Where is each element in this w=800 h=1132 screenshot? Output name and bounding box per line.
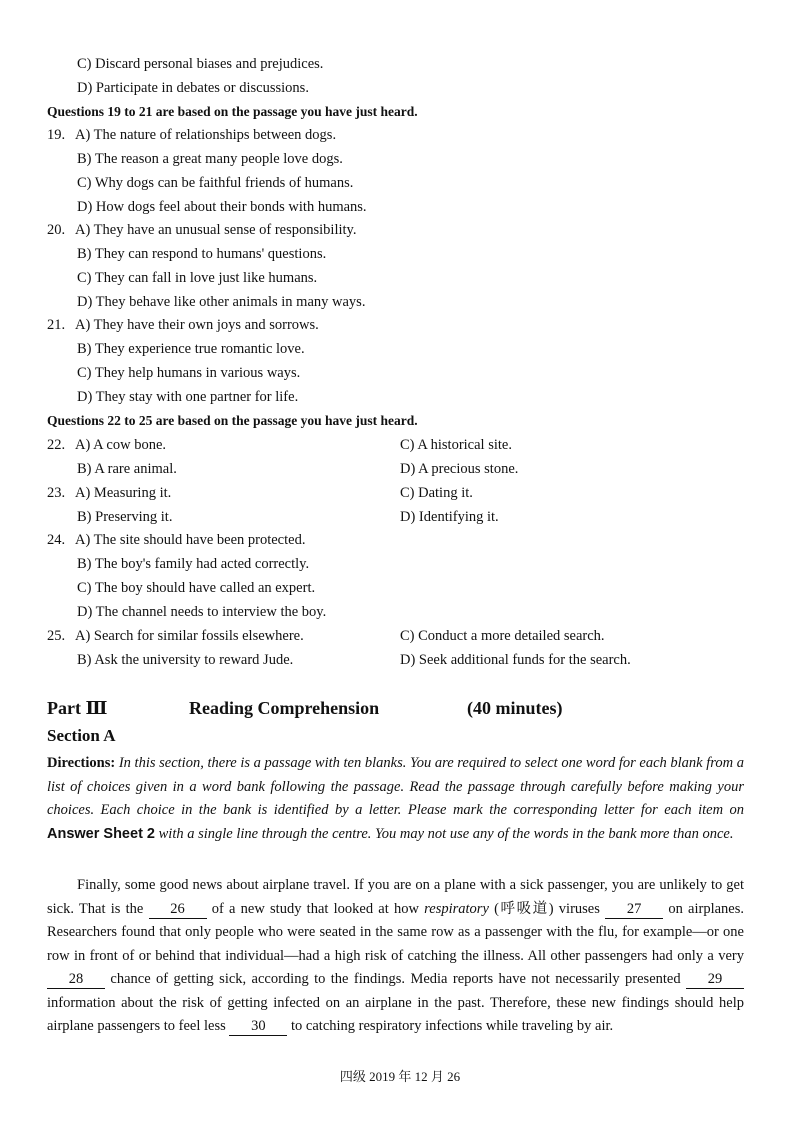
question-20 bbox=[47, 220, 356, 240]
answer-sheet-label: Answer Sheet 2 bbox=[47, 825, 155, 842]
question-number: 21. bbox=[47, 317, 66, 333]
passage-text: to catching respiratory infections while traveling by air. bbox=[287, 1018, 614, 1034]
passage-text: information about the risk of getting infected on an airplane in the past. Therefore, these new findings should help airplane passengers to feel less bbox=[47, 994, 744, 1034]
question-20-option-b: B) They can respond to humans' questions. bbox=[77, 246, 327, 262]
questions-22-25-header: Questions 22 to 25 are based on the passage you have just heard. bbox=[47, 413, 418, 428]
option-a: A) The nature of relationships between dogs. bbox=[75, 127, 337, 143]
directions-paragraph bbox=[47, 752, 744, 846]
part-time: (40 minutes) bbox=[467, 698, 563, 718]
passage-text: of a new study that looked at how bbox=[206, 900, 425, 917]
question-24 bbox=[47, 530, 305, 550]
blank-28: 28 bbox=[47, 970, 105, 989]
directions-label: Directions: bbox=[47, 755, 116, 771]
question-25-option-c: C) Conduct a more detailed search. bbox=[400, 628, 605, 644]
question-22-option-b: B) A rare animal. bbox=[77, 461, 177, 477]
passage-paragraph bbox=[47, 874, 744, 1039]
question-20-option-d: D) They behave like other animals in many ways. bbox=[77, 294, 366, 310]
question-number: 23. bbox=[47, 485, 66, 501]
option-a: A) Measuring it. bbox=[75, 485, 172, 501]
passage-text: Finally, some good news about airplane travel. If you are on a plane with a sick passenger, you are unlikely to get sick. That is the bbox=[47, 877, 744, 917]
question-19 bbox=[47, 125, 336, 145]
question-24-option-c: C) The boy should have called an expert. bbox=[77, 580, 316, 596]
part-title: Reading Comprehension bbox=[189, 698, 380, 718]
option-a: A) They have their own joys and sorrows. bbox=[75, 317, 319, 333]
question-number: 22. bbox=[47, 437, 66, 453]
page-footer: 四级 2019 年 12 月 26 bbox=[339, 1069, 461, 1084]
passage-text: (呼吸道) viruses bbox=[488, 900, 606, 917]
directions-text-1: In this section, there is a passage with ten blanks. You are required to select one word for each blank from a list of choices given in a word bank following the passage. Read the passage through carefully before making your choices. Each choice in the bank is identified by a letter. Please mark the corresponding letter for each item on bbox=[47, 755, 744, 818]
question-21 bbox=[47, 315, 319, 335]
question-23-option-d: D) Identifying it. bbox=[400, 509, 499, 525]
option-a: A) The site should have been protected. bbox=[75, 532, 306, 548]
question-number: 24. bbox=[47, 532, 66, 548]
question-19-option-d: D) How dogs feel about their bonds with humans. bbox=[77, 199, 367, 215]
question-24-option-d: D) The channel needs to interview the boy. bbox=[77, 604, 327, 620]
question-22 bbox=[47, 435, 166, 455]
question-19-option-c: C) Why dogs can be faithful friends of humans. bbox=[77, 175, 354, 191]
blank-27: 27 bbox=[605, 900, 663, 919]
question-25 bbox=[47, 626, 304, 646]
question-number: 20. bbox=[47, 222, 66, 238]
passage-italic-word: respiratory bbox=[424, 900, 489, 917]
prev-option-c: C) Discard personal biases and prejudices. bbox=[77, 56, 324, 72]
question-22-option-c: C) A historical site. bbox=[400, 437, 512, 453]
option-a: A) Search for similar fossils elsewhere. bbox=[75, 628, 304, 644]
question-20-option-c: C) They can fall in love just like humans. bbox=[77, 270, 318, 286]
directions-text-2: with a single line through the centre. You may not use any of the words in the bank more than once. bbox=[155, 825, 734, 842]
part-label: Part Ⅲ bbox=[47, 698, 108, 718]
blank-29: 29 bbox=[686, 970, 744, 989]
blank-26: 26 bbox=[149, 900, 207, 919]
passage-text: on airplanes. Researchers found that only people who were seated in the same row as a passenger with the flu, for example—or one row in front of or behind that individual—had a high risk of catching the illness. All other passengers had only a very bbox=[47, 900, 744, 964]
question-21-option-b: B) They experience true romantic love. bbox=[77, 341, 305, 357]
question-23-option-b: B) Preserving it. bbox=[77, 509, 173, 525]
question-number: 19. bbox=[47, 127, 66, 143]
question-23-option-c: C) Dating it. bbox=[400, 485, 473, 501]
option-a: A) A cow bone. bbox=[75, 437, 167, 453]
option-a: A) They have an unusual sense of responsibility. bbox=[75, 222, 357, 238]
question-25-option-d: D) Seek additional funds for the search. bbox=[400, 652, 631, 668]
passage-text: chance of getting sick, according to the findings. Media reports have not necessarily presented bbox=[105, 971, 686, 987]
question-22-option-d: D) A precious stone. bbox=[400, 461, 519, 477]
question-25-option-b: B) Ask the university to reward Jude. bbox=[77, 652, 294, 668]
question-21-option-c: C) They help humans in various ways. bbox=[77, 365, 301, 381]
section-heading: Section A bbox=[47, 726, 116, 745]
blank-30: 30 bbox=[229, 1017, 287, 1036]
prev-option-d: D) Participate in debates or discussions. bbox=[77, 80, 309, 96]
question-24-option-b: B) The boy's family had acted correctly. bbox=[77, 556, 310, 572]
question-number: 25. bbox=[47, 628, 66, 644]
questions-19-21-header: Questions 19 to 21 are based on the passage you have just heard. bbox=[47, 104, 418, 119]
question-19-option-b: B) The reason a great many people love dogs. bbox=[77, 151, 343, 167]
question-23 bbox=[47, 483, 171, 503]
question-21-option-d: D) They stay with one partner for life. bbox=[77, 389, 299, 405]
